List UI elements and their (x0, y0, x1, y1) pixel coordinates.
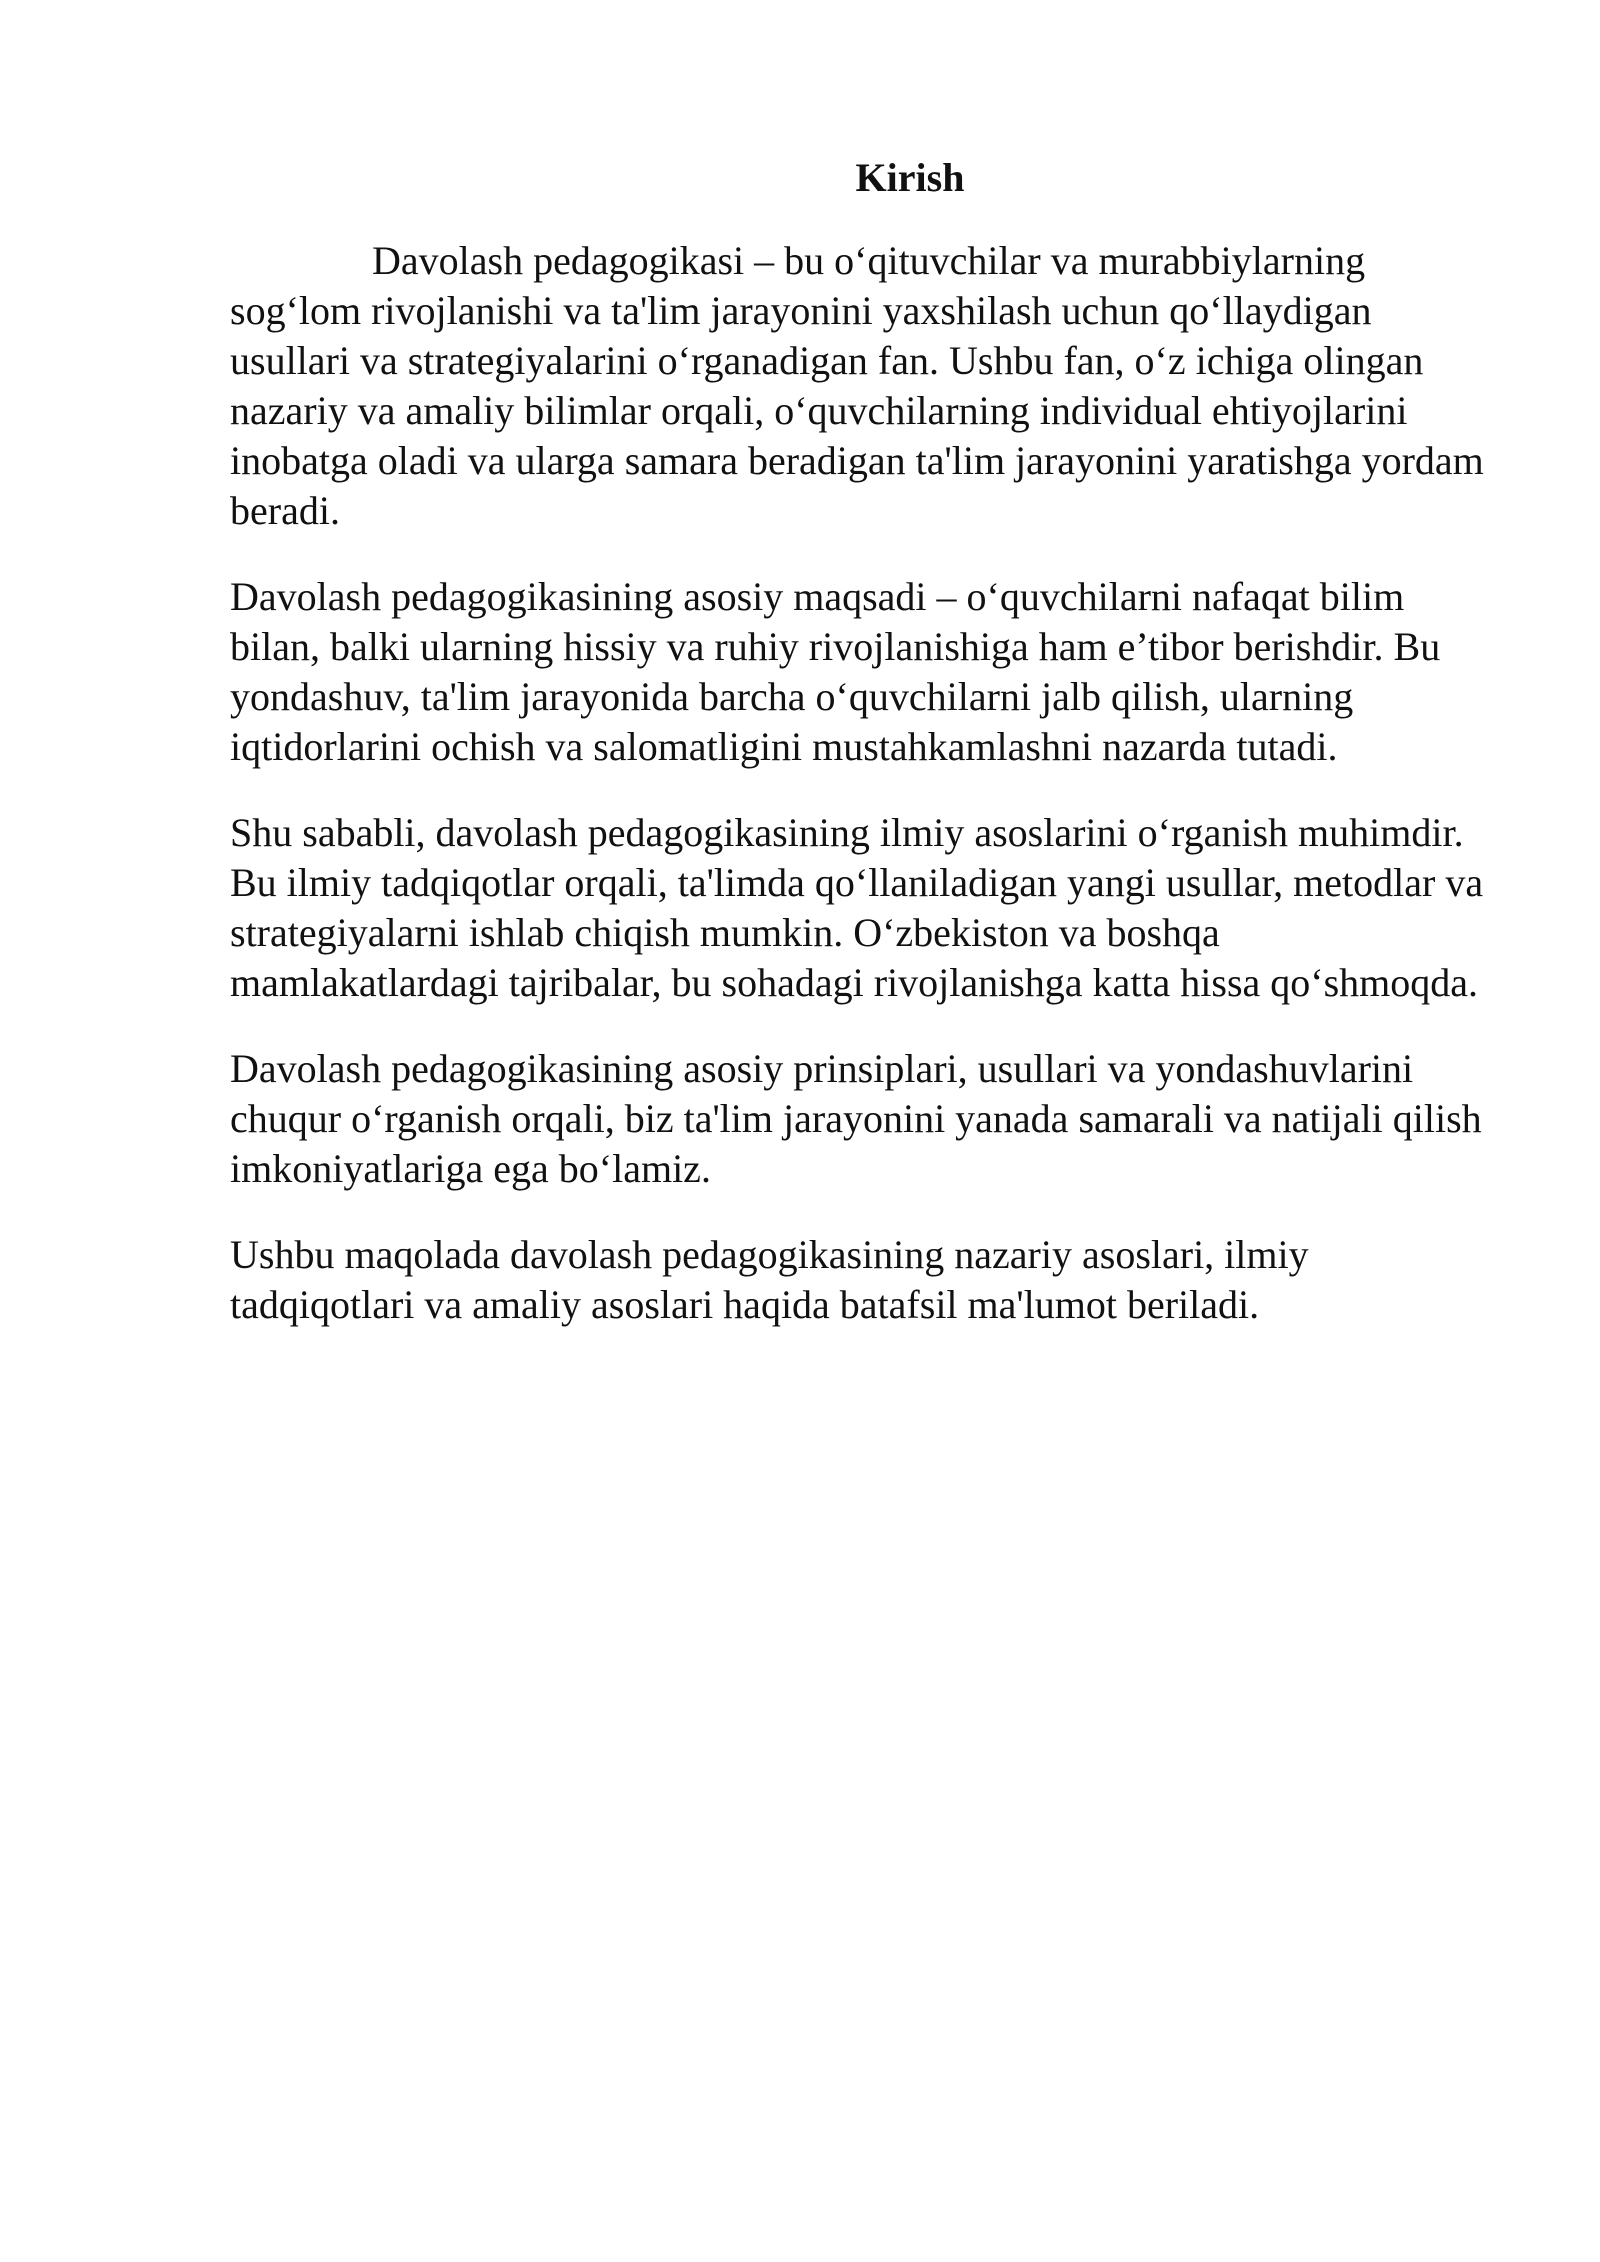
paragraph-3: Shu sababli, davolash pedagogikasining ilmiy asoslarini o‘rganish muhimdir. Bu ilmiy tadqiqotlar orqali, ta'limda qo‘llaniladigan yangi usullar, metodlar va strategiyalarni ishlab chiqish mumkin. O‘zbekiston va boshqa mamlakatlardagi tajribalar, bu sohadagi rivojlanishga katta hissa qo‘shmoqda. (230, 810, 1484, 1005)
document-title: Kirish (855, 155, 965, 200)
document-body (230, 150, 1490, 1366)
paragraph-5: Ushbu maqolada davolash pedagogikasining nazariy asoslari, ilmiy tadqiqotlari va amaliy asoslari haqida batafsil ma'lumot beriladi. (230, 1232, 1309, 1327)
paragraph-4: Davolash pedagogikasining asosiy prinsiplari, usullari va yondashuvlarini chuqur o‘rganish orqali, biz ta'lim jarayonini yanada samarali va natijali qilish imkoniyatlariga ega bo‘lamiz. (230, 1046, 1482, 1191)
paragraph-2: Davolash pedagogikasining asosiy maqsadi – o‘quvchilarni nafaqat bilim bilan, balki ularning hissiy va ruhiy rivojlanishiga ham e’tibor berishdir. Bu yondashuv, ta'lim jarayonida barcha o‘quvchilarni jalb qilish, ularning iqtidorlarini ochish va salomatligini mustahkamlashni nazarda tutadi. (230, 574, 1441, 769)
paragraph-1: Davolash pedagogikasi – bu o‘qituvchilar va murabbiylarning sog‘lom rivojlanishi va ta'lim jarayonini yaxshilash uchun qo‘llaydigan usullari va strategiyalarini o‘rganadigan fan. Ushbu fan, o‘z ichiga olingan nazariy va amaliy bilimlar orqali, o‘quvchilarning individual ehtiyojlarini inobatga oladi va ularga samara beradigan ta'lim jarayonini yaratishga yordam beradi. (230, 238, 1484, 533)
